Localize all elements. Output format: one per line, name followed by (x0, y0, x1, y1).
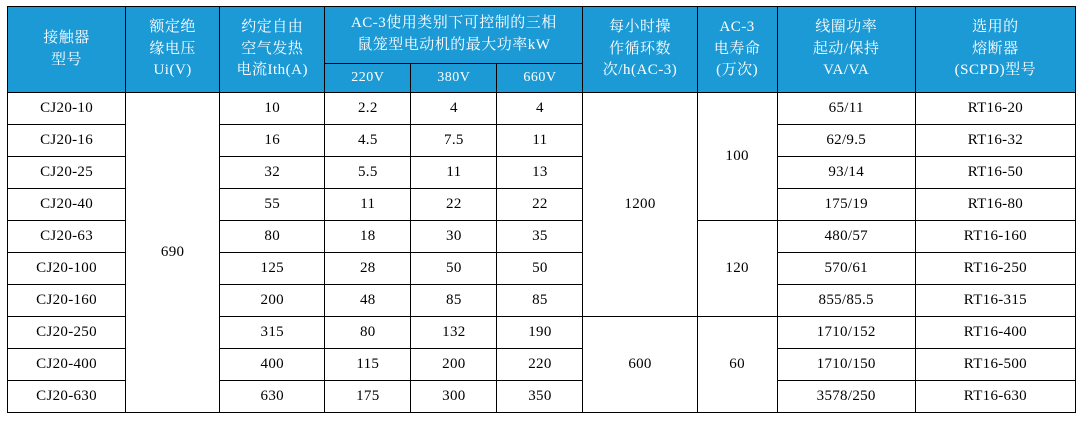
cell-insulation-voltage: 690 (126, 93, 220, 413)
cell-electrical-life: 60 (697, 317, 777, 413)
cell-p220: 4.5 (325, 125, 411, 157)
header-electrical-life: AC-3 电寿命 (万次) (697, 7, 777, 93)
cell-ith: 200 (220, 285, 325, 317)
contactor-spec-table (7, 6, 1076, 413)
cell-p380: 50 (411, 253, 497, 285)
cell-p220: 2.2 (325, 93, 411, 125)
cell-fuse: RT16-20 (915, 93, 1075, 125)
cell-ith: 630 (220, 381, 325, 413)
cell-operations: 600 (583, 317, 697, 413)
cell-p380: 132 (411, 317, 497, 349)
cell-p380: 300 (411, 381, 497, 413)
cell-model: CJ20-10 (8, 93, 126, 125)
cell-coil-power: 3578/250 (777, 381, 915, 413)
cell-p660: 22 (497, 189, 583, 221)
cell-p380: 4 (411, 93, 497, 125)
cell-p220: 18 (325, 221, 411, 253)
cell-coil-power: 570/61 (777, 253, 915, 285)
cell-p220: 28 (325, 253, 411, 285)
cell-coil-power: 93/14 (777, 157, 915, 189)
cell-model: CJ20-100 (8, 253, 126, 285)
cell-fuse: RT16-400 (915, 317, 1075, 349)
cell-ith: 400 (220, 349, 325, 381)
table-row (8, 93, 1076, 125)
cell-p380: 30 (411, 221, 497, 253)
cell-ith: 10 (220, 93, 325, 125)
cell-p220: 5.5 (325, 157, 411, 189)
cell-p380: 85 (411, 285, 497, 317)
cell-p220: 115 (325, 349, 411, 381)
cell-p220: 175 (325, 381, 411, 413)
cell-model: CJ20-63 (8, 221, 126, 253)
cell-fuse: RT16-250 (915, 253, 1075, 285)
header-thermal-current: 约定自由 空气发热 电流Ith(A) (220, 7, 325, 93)
cell-p660: 13 (497, 157, 583, 189)
cell-p220: 80 (325, 317, 411, 349)
cell-model: CJ20-40 (8, 189, 126, 221)
cell-model: CJ20-25 (8, 157, 126, 189)
cell-p380: 7.5 (411, 125, 497, 157)
cell-coil-power: 62/9.5 (777, 125, 915, 157)
table-header-row-1 (8, 7, 1076, 64)
cell-model: CJ20-16 (8, 125, 126, 157)
cell-p380: 22 (411, 189, 497, 221)
cell-coil-power: 65/11 (777, 93, 915, 125)
cell-ith: 80 (220, 221, 325, 253)
header-coil-power: 线圈功率 起动/保持 VA/VA (777, 7, 915, 93)
cell-p660: 50 (497, 253, 583, 285)
cell-fuse: RT16-160 (915, 221, 1075, 253)
cell-p660: 350 (497, 381, 583, 413)
cell-ith: 315 (220, 317, 325, 349)
cell-p660: 11 (497, 125, 583, 157)
header-ac3-power-group: AC-3使用类别下可控制的三相 鼠笼型电动机的最大功率kW (325, 7, 583, 64)
header-fuse-type: 选用的 熔断器 (SCPD)型号 (915, 7, 1075, 93)
cell-p380: 200 (411, 349, 497, 381)
header-insulation-voltage: 额定绝 缘电压 Ui(V) (126, 7, 220, 93)
cell-coil-power: 480/57 (777, 221, 915, 253)
cell-fuse: RT16-630 (915, 381, 1075, 413)
cell-electrical-life: 120 (697, 221, 777, 317)
spec-sheet (0, 6, 1085, 446)
cell-p660: 190 (497, 317, 583, 349)
header-ac3-380v: 380V (411, 64, 497, 93)
cell-coil-power: 855/85.5 (777, 285, 915, 317)
cell-ith: 125 (220, 253, 325, 285)
cell-p660: 35 (497, 221, 583, 253)
cell-fuse: RT16-315 (915, 285, 1075, 317)
cell-coil-power: 1710/152 (777, 317, 915, 349)
cell-fuse: RT16-50 (915, 157, 1075, 189)
cell-model: CJ20-630 (8, 381, 126, 413)
cell-p380: 11 (411, 157, 497, 189)
cell-fuse: RT16-32 (915, 125, 1075, 157)
cell-p220: 48 (325, 285, 411, 317)
header-ac3-220v: 220V (325, 64, 411, 93)
cell-fuse: RT16-80 (915, 189, 1075, 221)
cell-fuse: RT16-500 (915, 349, 1075, 381)
cell-model: CJ20-400 (8, 349, 126, 381)
cell-model: CJ20-250 (8, 317, 126, 349)
cell-ith: 16 (220, 125, 325, 157)
cell-ith: 32 (220, 157, 325, 189)
header-ac3-660v: 660V (497, 64, 583, 93)
cell-p660: 220 (497, 349, 583, 381)
cell-electrical-life: 100 (697, 93, 777, 221)
cell-coil-power: 1710/150 (777, 349, 915, 381)
cell-ith: 55 (220, 189, 325, 221)
cell-p220: 11 (325, 189, 411, 221)
header-model: 接触器 型号 (8, 7, 126, 93)
cell-p660: 85 (497, 285, 583, 317)
cell-p660: 4 (497, 93, 583, 125)
header-operations-per-hour: 每小时操 作循环数 次/h(AC-3) (583, 7, 697, 93)
cell-operations: 1200 (583, 93, 697, 317)
cell-model: CJ20-160 (8, 285, 126, 317)
cell-coil-power: 175/19 (777, 189, 915, 221)
